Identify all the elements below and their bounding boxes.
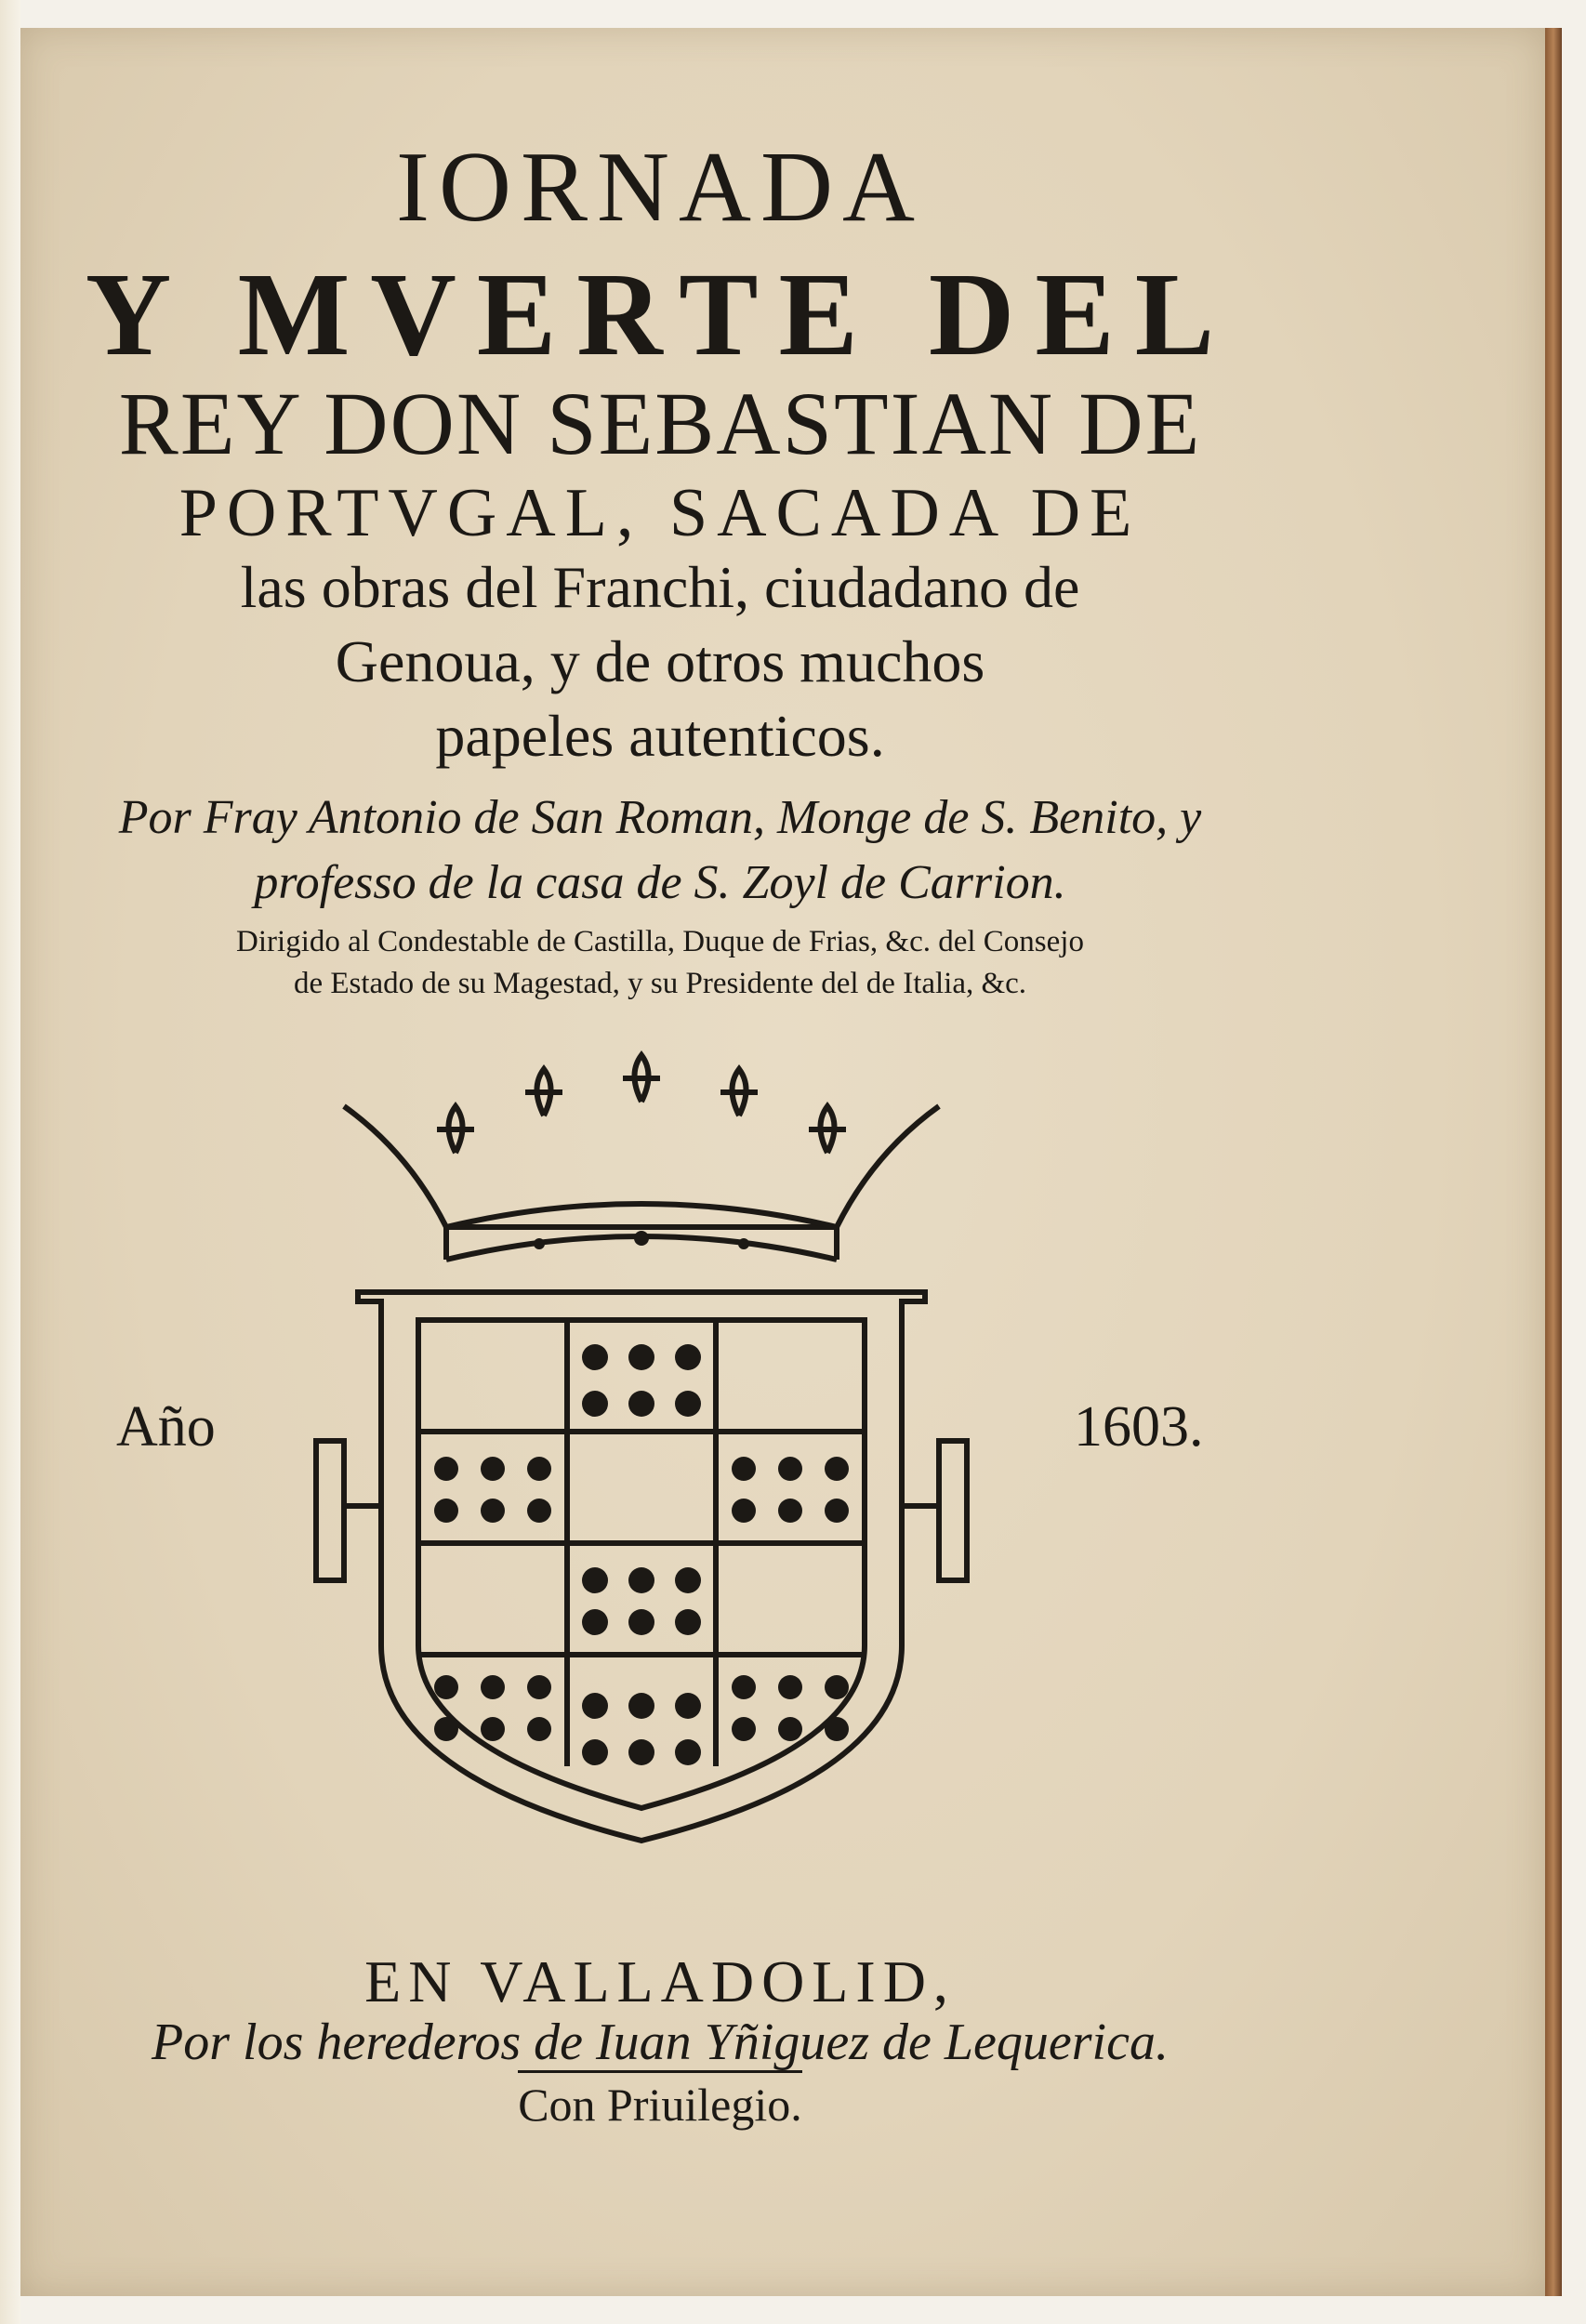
title-line-6: Genoua, y de otros muchos [335, 628, 985, 694]
coat-of-arms-woodcut [307, 1041, 976, 1896]
cauldron-row-right-upper [732, 1457, 849, 1523]
title-line-1: IORNADA [396, 132, 924, 243]
dedication-line-1: Dirigido al Condestable de Castilla, Duque de Frias, &c. del Consejo [236, 925, 1084, 958]
cauldron-row-left-upper [434, 1457, 551, 1523]
crown-outline [344, 1106, 939, 1227]
author-line-1: Por Fray Antonio de San Roman, Monge de S. Benito, y [118, 791, 1202, 844]
cauldron-row-top [582, 1344, 701, 1417]
year-value: 1603. [1074, 1395, 1204, 1459]
dedication-line-2: de Estado de su Magestad, y su Presidente del de Italia, &c. [293, 967, 1027, 1000]
book-spine [1545, 28, 1562, 2296]
cauldron-row-center [582, 1567, 701, 1635]
privilege-text: Con Priuilegio. [518, 2070, 802, 2131]
title-line-5: las obras del Franchi, ciudadano de [240, 554, 1080, 620]
imprint-privilege [56, 2078, 1264, 2132]
title-line-3: REY DON SEBASTIAN DE [118, 374, 1202, 473]
imprint-place: EN VALLADOLID, [364, 1948, 956, 2014]
imprint-printer: Por los herederos de Iuan Yñiguez de Lequerica. [152, 2014, 1169, 2071]
title-line-2: Y MVERTE DEL [85, 248, 1236, 380]
page-left-edge [0, 0, 20, 2324]
year-label: Año [116, 1395, 216, 1459]
author-line-2: professo de la casa de S. Zoyl de Carrion. [254, 856, 1066, 909]
cauldron-row-left-lower [434, 1675, 551, 1741]
cauldron-row-right-lower [732, 1675, 849, 1741]
cauldron-row-bottom [582, 1693, 701, 1765]
title-line-7: papeles autenticos. [435, 703, 885, 769]
title-line-4: PORTVGAL, SACADA DE [178, 475, 1142, 551]
